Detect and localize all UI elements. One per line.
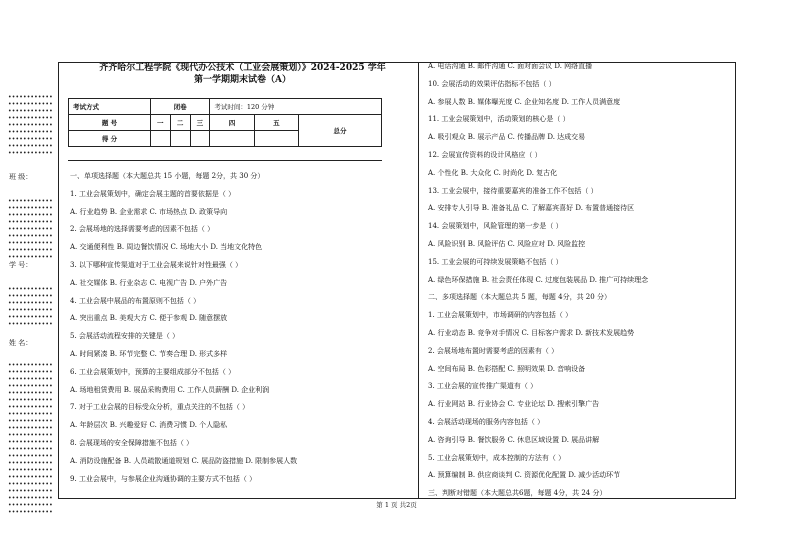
score-cell xyxy=(170,131,190,147)
part-header: 二 xyxy=(170,115,190,131)
exam-time: 考试时间：120 分钟 xyxy=(210,99,382,115)
question-line: 12. 会展宣传资料的设计风格应（ ） xyxy=(428,150,542,159)
name-label: 姓 名： xyxy=(9,339,33,347)
binding-dots: •••••••••••• •••••••••••• •••••••••••• •••••••••••• •••••••••••• •••••••••••• •••••••••••• •••••••••••• •••••••••••• xyxy=(8,94,53,157)
question-line: A. 突出重点 B. 美观大方 C. 便于参观 D. 随意摆放 xyxy=(70,314,228,323)
question-line: A. 年龄层次 B. 兴趣爱好 C. 消费习惯 D. 个人隐私 xyxy=(70,421,228,430)
question-line: A. 咨询引导 B. 餐饮服务 C. 休息区域设置 D. 展品讲解 xyxy=(428,435,600,444)
frame-right xyxy=(735,62,736,499)
frame-left xyxy=(58,62,59,499)
score-table xyxy=(68,98,382,147)
title-line-2: 第一学期期末试卷（A） xyxy=(194,75,291,85)
exam-title xyxy=(70,62,415,86)
question-line: A. 个性化 B. 大众化 C. 时尚化 D. 复古化 xyxy=(428,168,558,177)
question-line: A. 行业趋势 B. 企业需求 C. 市场热点 D. 政策导向 xyxy=(70,207,228,216)
question-line: 1. 工业会展策划中，市场调研的内容包括（ ） xyxy=(428,311,573,320)
question-line: 2. 会展场地布置时需要考虑的因素有（ ） xyxy=(428,346,559,355)
question-line: A. 风险识别 B. 风险评估 C. 风险应对 D. 风险监控 xyxy=(428,239,586,248)
score-cell xyxy=(254,131,298,147)
binding-strip xyxy=(8,90,58,530)
question-line: 6. 工业会展策划中，预算的主要组成部分不包括（ ） xyxy=(70,367,236,376)
class-label: 班 级： xyxy=(9,173,33,181)
question-line: A. 绿色环保措施 B. 社会责任体现 C. 过度包装展品 D. 推广可持续理念 xyxy=(428,275,649,284)
question-line: 15. 工业会展的可持续发展策略不包括（ ） xyxy=(428,257,563,266)
title-line-1: 齐齐哈尔工程学院《现代办公技术（工业会展策划）》2024-2025 学年 xyxy=(99,63,386,73)
part-header: 三 xyxy=(190,115,210,131)
question-line: 14. 会展策划中，风险管理的第一步是（ ） xyxy=(428,222,563,231)
question-line: 2. 会展场地的选择需要考虑的因素不包括（ ） xyxy=(70,225,215,234)
question-line: 13. 工业会展中，接待重要嘉宾的准备工作不包括（ ） xyxy=(428,186,598,195)
question-line: 3. 工业会展的宣传推广渠道有（ ） xyxy=(428,382,538,391)
header-separator xyxy=(68,160,382,161)
student-no-label: 学 号： xyxy=(9,261,33,269)
question-line: A. 预算编制 B. 供应商谈判 C. 资源优化配置 D. 减少活动环节 xyxy=(428,471,621,480)
question-line: 三、判断对错题（本大题总共6题，每题 4分，共 24 分） xyxy=(428,489,607,498)
question-line: A. 安排专人引导 B. 准备礼品 C. 了解嘉宾喜好 D. 布置普通接待区 xyxy=(428,204,635,213)
binding-dots: •••••••••••• •••••••••••• •••••••••••• •••••••••••• •••••••••••• •••••••••••• xyxy=(8,286,53,328)
question-line: 7. 对于工业会展的目标受众分析，重点关注的不包括（ ） xyxy=(70,403,250,412)
question-no-label: 题 号 xyxy=(69,115,151,131)
question-line: A. 时间紧凑 B. 环节完整 C. 节奏合理 D. 形式多样 xyxy=(70,349,228,358)
question-line: A. 行业网站 B. 行业协会 C. 专业论坛 D. 搜索引擎广告 xyxy=(428,400,600,409)
question-line: 一、单项选择题（本大题总共 15 小题，每题 2分，共 30 分） xyxy=(70,172,265,180)
score-cell xyxy=(210,131,254,147)
score-cell xyxy=(150,131,170,147)
question-line: 5. 工业会展策划中，成本控制的方法有（ ） xyxy=(428,453,566,462)
binding-dots: •••••••••••• •••••••••••• •••••••••••• •••••••••••• •••••••••••• •••••••••••• •••••••••••• •••••••••••• •••••••••••• xyxy=(8,198,53,261)
part-header: 一 xyxy=(150,115,170,131)
column-divider xyxy=(418,62,419,499)
question-line: 5. 会展活动流程安排的关键是（ ） xyxy=(70,332,180,341)
question-line: 10. 会展活动的效果评估指标不包括（ ） xyxy=(428,79,556,88)
question-line: A. 行业动态 B. 竞争对手情况 C. 目标客户需求 D. 新技术发展趋势 xyxy=(428,328,635,337)
question-line: 8. 会展现场的安全保障措施不包括（ ） xyxy=(70,438,194,447)
exam-method-value: 闭卷 xyxy=(150,99,209,115)
question-line: A. 场地租赁费用 B. 展品采购费用 C. 工作人员薪酬 D. 企业利润 xyxy=(70,385,270,394)
left-column xyxy=(70,168,415,488)
question-line: 3. 以下哪种宣传渠道对于工业会展来说针对性最强（ ） xyxy=(70,260,243,269)
question-line: 11. 工业会展策划中，活动策划的核心是（ ） xyxy=(428,115,570,124)
score-label: 得 分 xyxy=(69,131,151,147)
exam-method-label: 考试方式 xyxy=(69,99,151,115)
question-line: A. 吸引观众 B. 展示产品 C. 传播品牌 D. 达成交易 xyxy=(428,133,586,142)
question-line: 4. 会展活动现场的服务内容包括（ ） xyxy=(428,417,545,426)
part-header: 四 xyxy=(210,115,254,131)
question-line: A. 空间布局 B. 色彩搭配 C. 照明效果 D. 音响设备 xyxy=(428,364,586,373)
question-line: A. 电话沟通 B. 邮件沟通 C. 面对面会议 D. 网络直播 xyxy=(428,62,593,70)
question-line: A. 参展人数 B. 媒体曝光度 C. 企业知名度 D. 工作人员满意度 xyxy=(428,97,621,106)
score-cell xyxy=(190,131,210,147)
page-footer: 第 1 页 共2页 xyxy=(376,501,417,509)
question-line: 4. 工业会展中展品的布置原则不包括（ ） xyxy=(70,296,201,305)
question-line: A. 消防设施配备 B. 人员疏散通道规划 C. 展品防盗措施 D. 限制参展人数 xyxy=(70,456,298,465)
part-header: 五 xyxy=(254,115,298,131)
total-label: 总分 xyxy=(299,115,382,147)
question-line: 9. 工业会展中，与参展企业沟通协调的主要方式不包括（ ） xyxy=(70,474,257,483)
question-line: 二、多项选择题（本大题总共 5 题，每题 4分，共 20 分） xyxy=(428,293,611,302)
question-line: 1. 工业会展策划中，确定会展主题的首要依据是（ ） xyxy=(70,189,236,198)
binding-dots: •••••••••••• •••••••••••• •••••••••••• •••••••••••• •••••••••••• •••••••••••• •••••••••••• •••••••••••• •••••••••••• •••••••••••• •••••••••••• •••••••••••• •••••••••••• •••••••••••• •••••••••••• •••••••••••• •••••••••••• •••••••••••• •••••••••••• •••••••••••• •••••••••••• •••••••••••• xyxy=(8,362,53,516)
question-line: A. 交通便利性 B. 周边餐饮情况 C. 场地大小 D. 当地文化特色 xyxy=(70,243,263,252)
question-line: A. 社交媒体 B. 行业杂志 C. 电视广告 D. 户外广告 xyxy=(70,278,228,287)
right-column xyxy=(428,58,733,503)
